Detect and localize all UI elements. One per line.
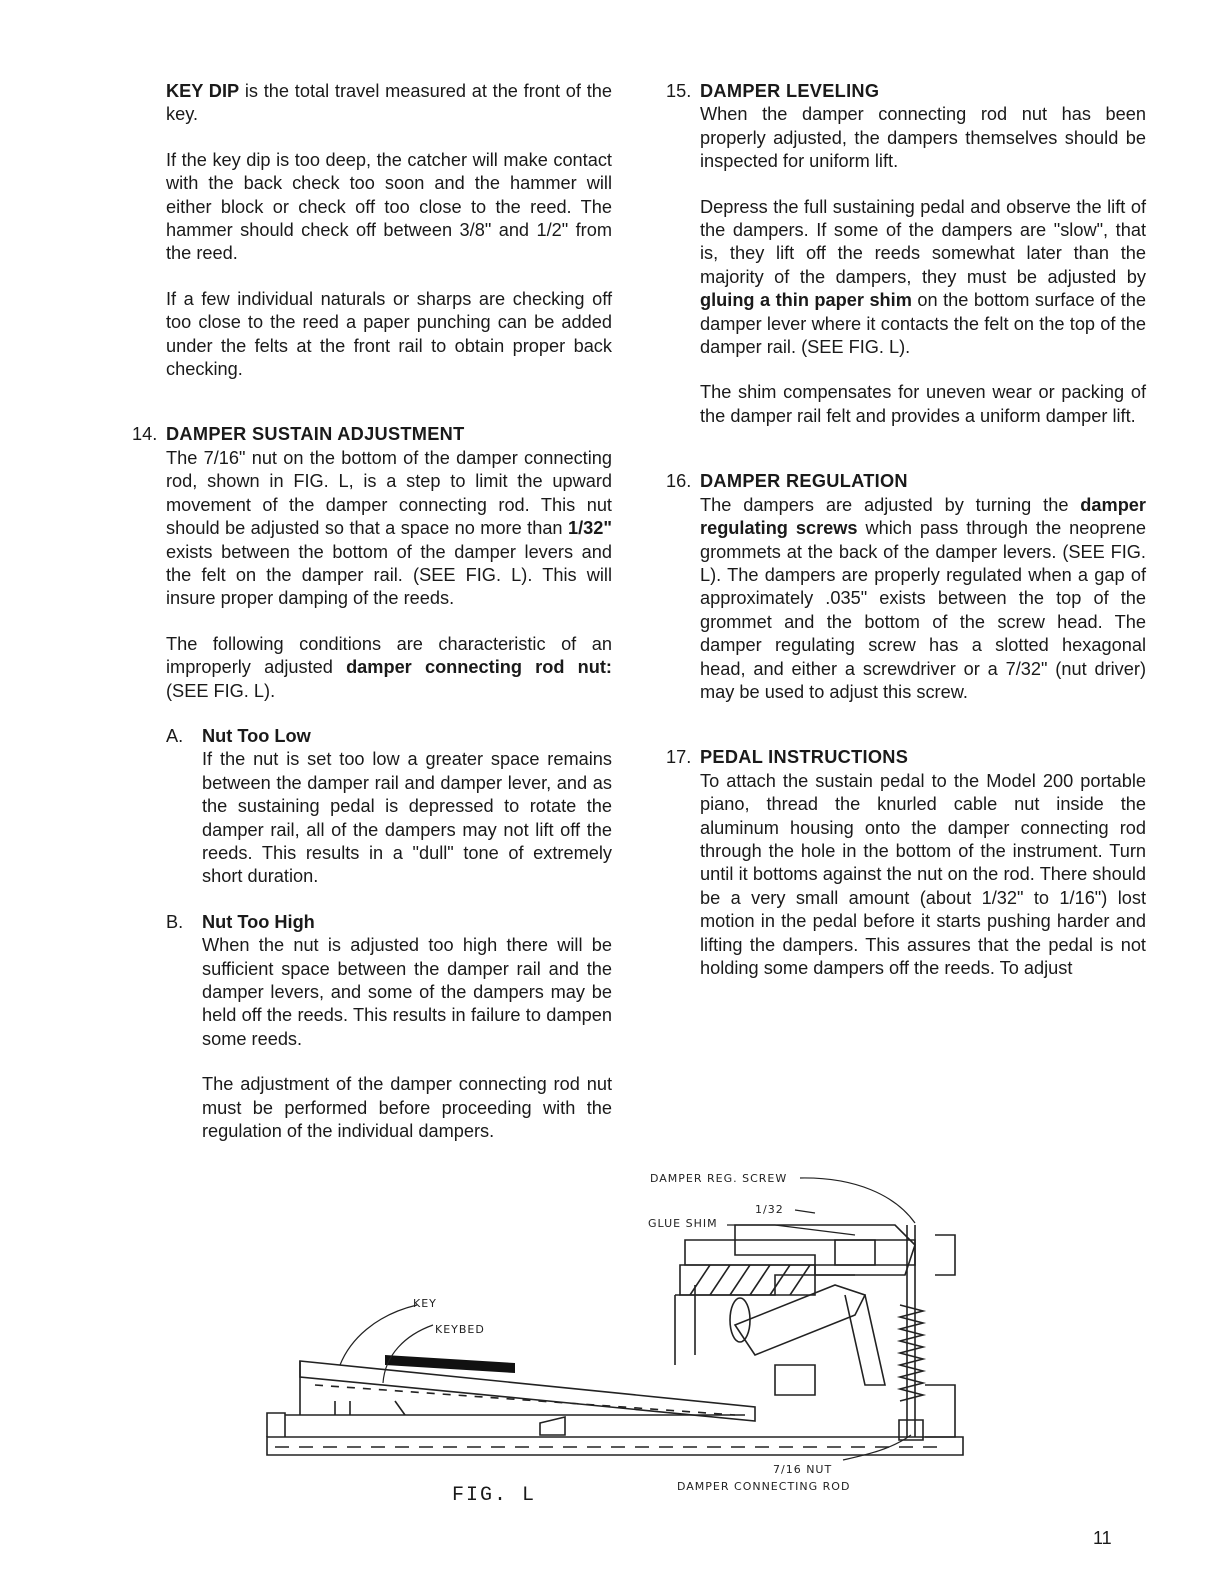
s14-p2-a: The following conditions are characteristic of an improperly adjusted [166, 633, 612, 678]
damper-lever-shape [735, 1225, 915, 1275]
section-14-paragraph-2 [166, 633, 612, 703]
section-15-paragraph-3: The shim compensates for uneven wear or packing of the damper rail felt and provides a uniform damper lift. [700, 382, 1146, 426]
s15-p2-bold: gluing a thin paper shim [700, 290, 912, 311]
label-damper-reg-screw: DAMPER REG. SCREW [650, 1172, 788, 1185]
section-14-title: DAMPER SUSTAIN ADJUSTMENT [166, 424, 465, 445]
section-14-number: 14. [132, 424, 158, 445]
label-glue-shim: GLUE SHIM [648, 1217, 718, 1230]
key-dip-too-deep-paragraph: If the key dip is too deep, the catcher will make contact with the back check too soon and the hammer will either block or check off too close to the reed. The hammer should check off between 3/8" and 1/2" from the reed. [166, 149, 612, 264]
section-16-paragraph-1 [700, 494, 1146, 705]
s14-p2-bold: damper connecting rod nut: [346, 657, 612, 678]
section-16 [666, 470, 1146, 704]
fig-l-diagram [255, 1165, 965, 1505]
s14-p2-b: (SEE FIG. L). [166, 680, 276, 701]
section-15-paragraph-1: When the damper connecting rod nut has been properly adjusted, the dampers themselves should be inspected for uniform lift. [700, 104, 1146, 172]
section-17-paragraph-1: To attach the sustain pedal to the Model 200 portable piano, thread the knurled cable nut inside the aluminum housing onto the damper connecting rod through the hole in the bottom of the instrument. Turn until it bottoms against the nut on the rod. There should be a very small amount (about 1/32" to 1/16") lost motion in the pedal before it starts pushing harder and lifting the dampers. This assures that the pedal is not holding some dampers off the reeds. To adjust [700, 770, 1146, 978]
section-15 [666, 80, 1146, 428]
s16-p1-b: which pass through the neoprene grommets at the back of the damper levers. (SEE FIG. L). The dampers are properly regulated when a gap of approximately .035" exists between the top of the grommet and the bottom of the screw head. The damper regulating screw has a slotted hexagonal head, and either a screwdriver or a 7/32" (nut driver) may be used to adjust this screw. [700, 518, 1146, 702]
subsection-a [166, 725, 612, 889]
left-column [132, 80, 612, 1165]
section-15-paragraph-2 [700, 196, 1146, 360]
subsection-b [166, 911, 612, 1051]
label-gap: 1/32 [755, 1203, 784, 1216]
paper-punching-paragraph: If a few individual naturals or sharps are checking off too close to the reed a paper punching can be added under the felts at the front rail to obtain proper back checking. [166, 288, 612, 380]
section-17 [666, 746, 1146, 980]
adjustment-note [166, 1073, 612, 1143]
s16-p1-a: The dampers are adjusted by turning the [700, 494, 1081, 515]
subsection-a-title: Nut Too Low [202, 725, 311, 746]
key-pad-shape [385, 1355, 515, 1373]
s15-p2-b: on the bottom surface of the damper lever where it contacts the felt on the top of the damper rail. (SEE FIG. L). [700, 290, 1146, 358]
section-14-paragraph-3: The adjustment of the damper connecting rod nut must be performed before proceeding with the regulation of the individual dampers. [202, 1074, 612, 1142]
key-dip-text: is the total travel measured at the front of the key. [166, 81, 612, 125]
s14-p1-bold: 1/32" [567, 518, 612, 539]
subsection-a-letter: A. [166, 725, 184, 746]
subsection-b-letter: B. [166, 911, 184, 932]
section-17-number: 17. [666, 747, 692, 768]
label-key: KEY [413, 1297, 437, 1310]
key-dip-term: KEY DIP [166, 81, 240, 101]
keybed-shape [267, 1437, 963, 1455]
s14-p1-b: exists between the bottom of the damper levers and the felt on the damper rail. (SEE FIG. L). This will insure proper damping of the reeds. [166, 541, 612, 609]
key-dip-paragraph [166, 80, 612, 127]
s16-p1-bold: damper regulating screws [700, 494, 1146, 539]
section-15-number: 15. [666, 81, 692, 101]
label-rod: DAMPER CONNECTING ROD [677, 1480, 851, 1493]
page-number: 11 [1093, 1528, 1112, 1548]
s14-p1-a: The 7/16" nut on the bottom of the damper connecting rod, shown in FIG. L, is a step to limit the upward movement of the damper connecting rod. This nut should be adjusted so that a space no more than [166, 447, 612, 539]
subsection-b-text: When the nut is adjusted too high there will be sufficient space between the damper rail and the damper levers, and some of the dampers may be held off the reeds. This results in failure to dampen some reeds. [202, 935, 612, 1049]
label-nut: 7/16 NUT [773, 1463, 833, 1476]
s15-p2-a: Depress the full sustaining pedal and observe the lift of the dampers. If some of the dampers are "slow", that is, they lift off the reeds somewhat later than the majority of the dampers, they must be adjusted by [700, 196, 1146, 287]
section-16-number: 16. [666, 471, 692, 492]
section-14-paragraph-1 [166, 447, 612, 611]
figure-caption: FIG. L [452, 1484, 537, 1507]
section-16-title: DAMPER REGULATION [700, 471, 908, 492]
label-keybed: KEYBED [435, 1323, 485, 1336]
section-14 [132, 423, 612, 1143]
section-15-title: DAMPER LEVELING [700, 81, 880, 101]
subsection-a-text: If the nut is set too low a greater space remains between the damper rail and damper lever, and as the sustaining pedal is depressed to rotate the damper rail, all of the dampers may not lift off the reeds. This results in a "dull" tone of extremely short duration. [202, 749, 612, 887]
right-column [666, 80, 1146, 1002]
subsection-b-title: Nut Too High [202, 911, 315, 932]
section-17-title: PEDAL INSTRUCTIONS [700, 747, 909, 768]
